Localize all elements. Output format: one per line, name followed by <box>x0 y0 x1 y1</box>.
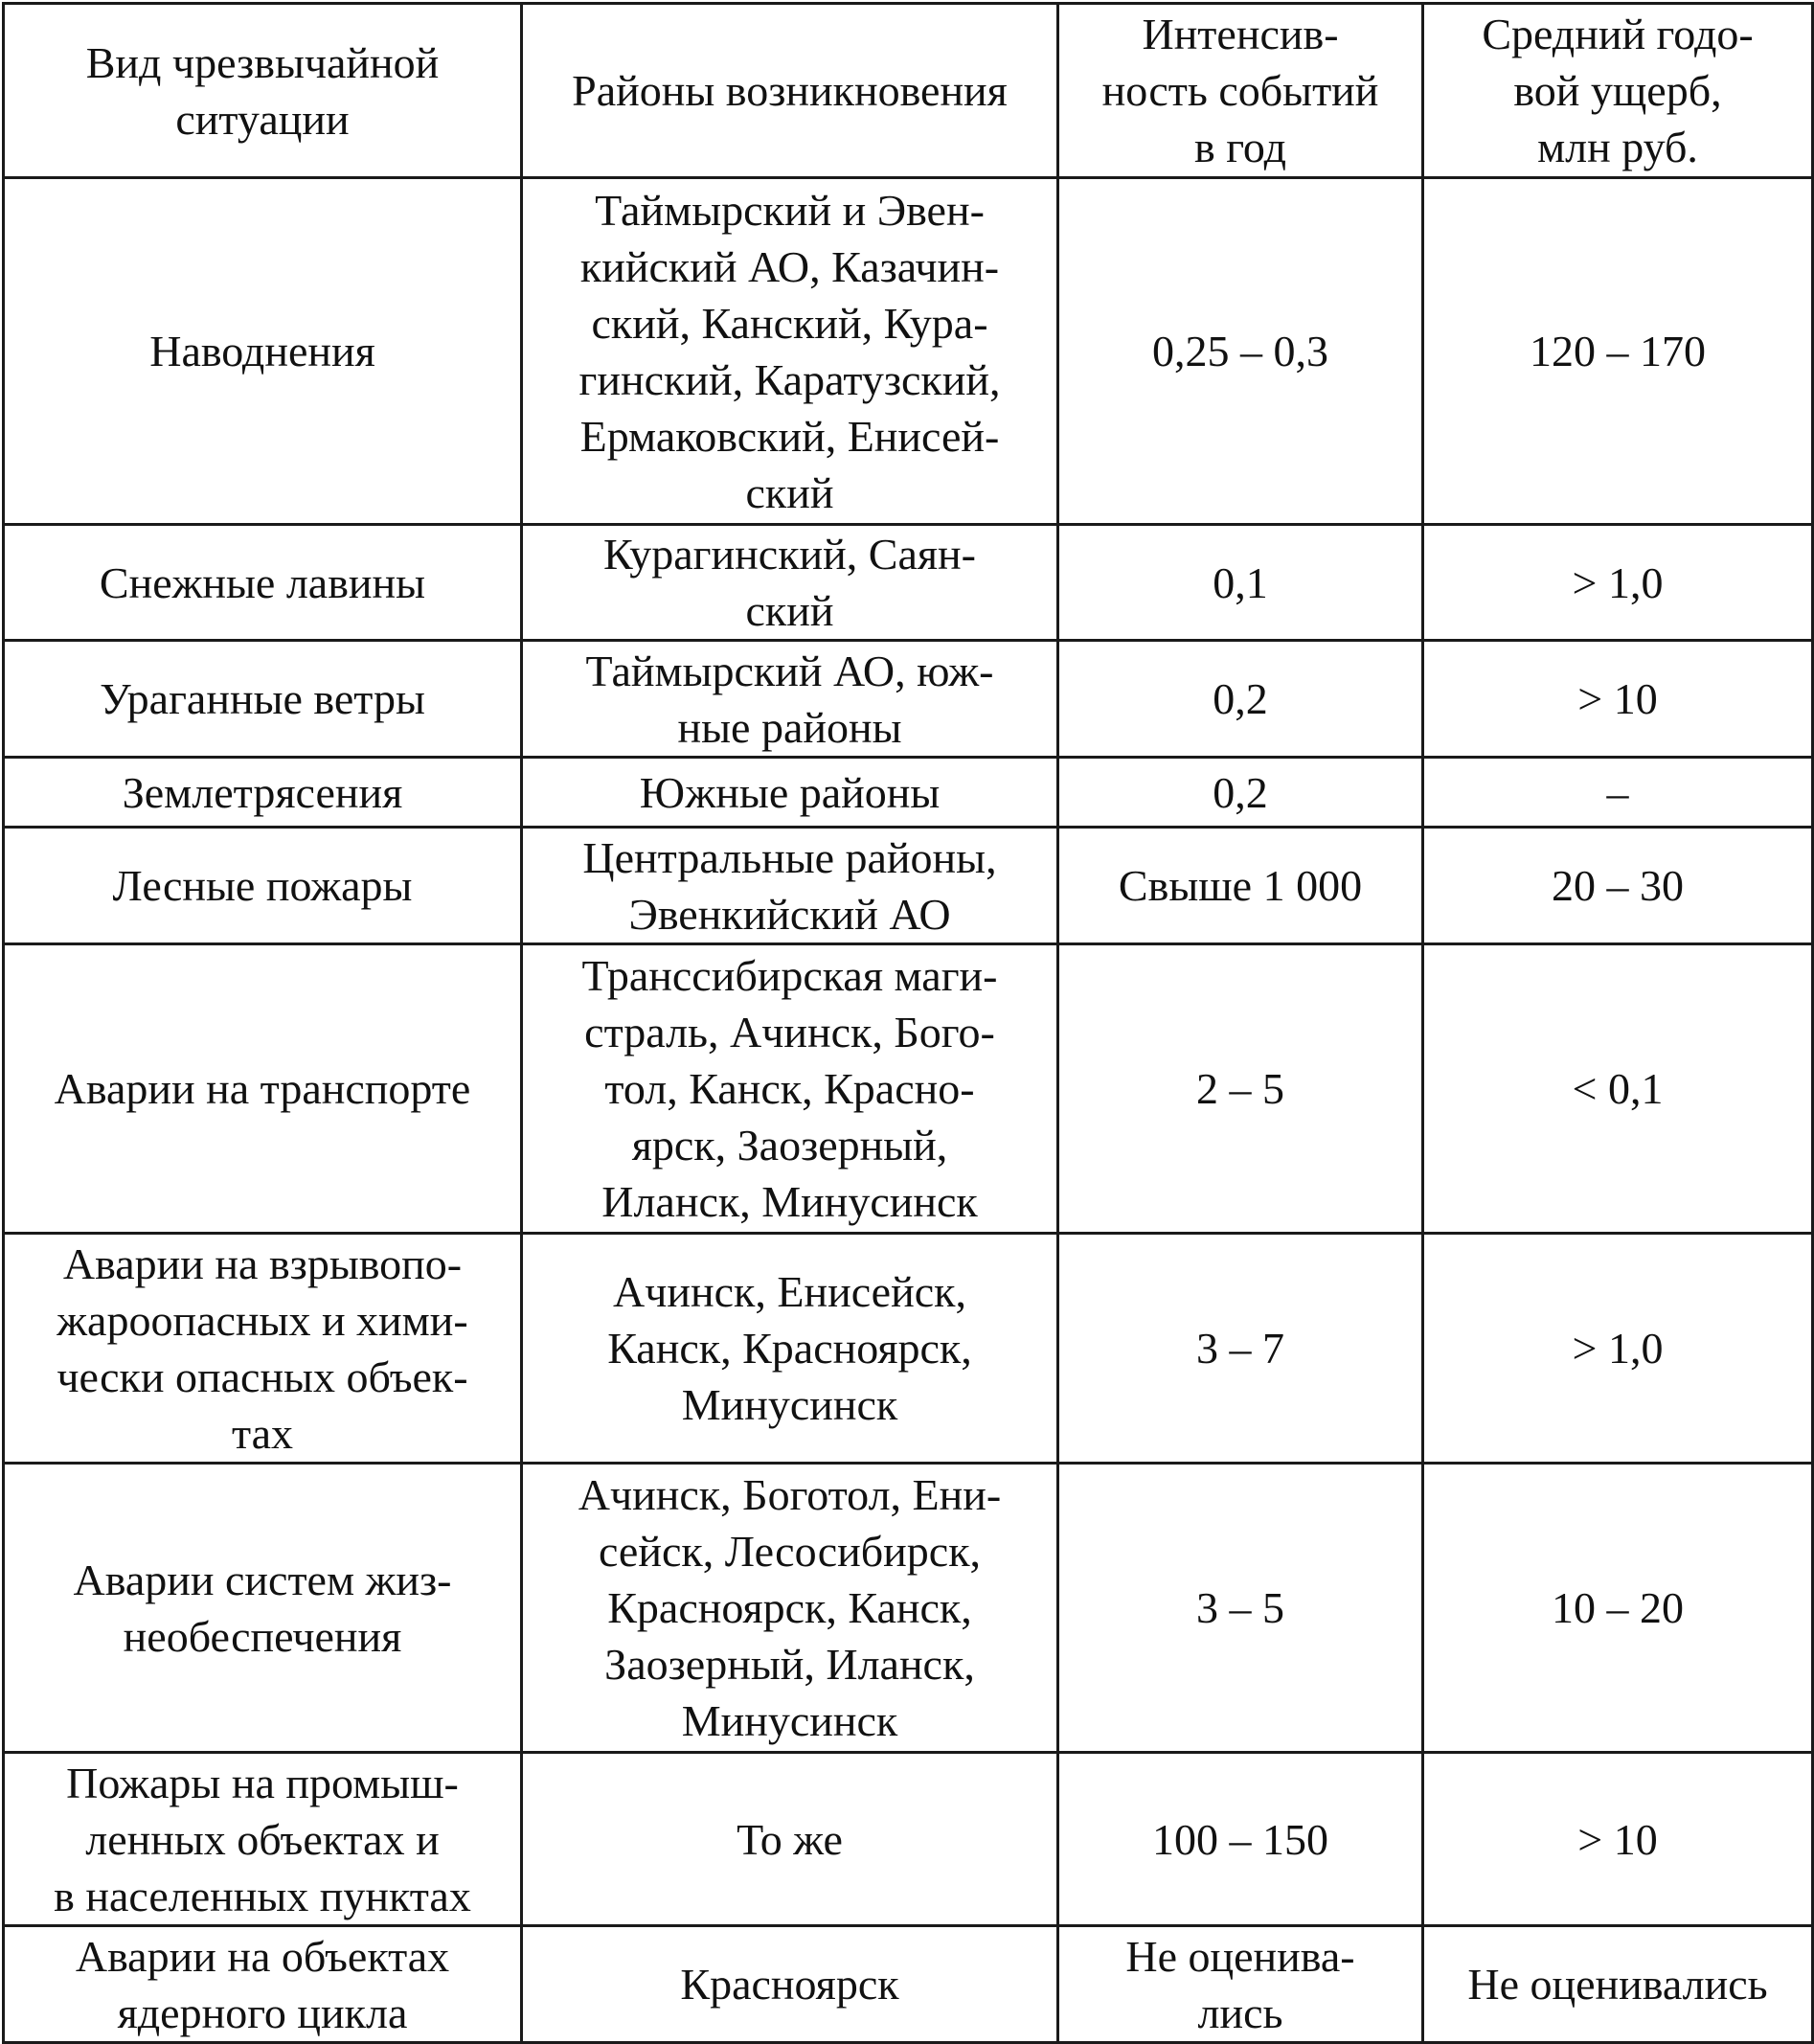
cell-emergency-type: Пожары на промыш- ленных объектах и в населенных пунктах <box>4 1753 522 1926</box>
cell-damage: Не оценивались <box>1423 1926 1813 2043</box>
cell-damage: > 10 <box>1423 1753 1813 1926</box>
cell-regions: Таймырский АО, юж- ные районы <box>522 641 1058 758</box>
cell-intensity: 3 – 5 <box>1058 1464 1423 1753</box>
header-intensity: Интенсив- ность событий в год <box>1058 4 1423 178</box>
header-emergency-type: Вид чрезвычайной ситуации <box>4 4 522 178</box>
table-row <box>4 828 1813 944</box>
cell-regions: Ачинск, Боготол, Ени- сейск, Лесосибирск, Красноярск, Канск, Заозерный, Иланск, Минусинск <box>522 1464 1058 1753</box>
cell-intensity: Свыше 1 000 <box>1058 828 1423 944</box>
header-row <box>4 4 1813 178</box>
table-row <box>4 641 1813 758</box>
cell-damage: – <box>1423 758 1813 828</box>
cell-damage: 120 – 170 <box>1423 178 1813 525</box>
cell-intensity: 2 – 5 <box>1058 944 1423 1234</box>
cell-regions: Транссибирская маги- страль, Ачинск, Бого- тол, Канск, Красно- ярск, Заозерный, Иланск, Минусинск <box>522 944 1058 1234</box>
cell-emergency-type: Снежные лавины <box>4 525 522 641</box>
cell-damage: 20 – 30 <box>1423 828 1813 944</box>
cell-damage: > 1,0 <box>1423 525 1813 641</box>
cell-emergency-type: Аварии систем жиз- необеспечения <box>4 1464 522 1753</box>
cell-regions: Центральные районы, Эвенкийский АО <box>522 828 1058 944</box>
table-row <box>4 1234 1813 1464</box>
cell-damage: 10 – 20 <box>1423 1464 1813 1753</box>
cell-damage: > 1,0 <box>1423 1234 1813 1464</box>
cell-intensity: 0,25 – 0,3 <box>1058 178 1423 525</box>
table-row <box>4 1926 1813 2043</box>
cell-emergency-type: Ураганные ветры <box>4 641 522 758</box>
cell-emergency-type: Аварии на взрывопо- жароопасных и хими- чески опасных объек- тах <box>4 1234 522 1464</box>
cell-emergency-type: Аварии на объектах ядерного цикла <box>4 1926 522 2043</box>
header-regions: Районы возникновения <box>522 4 1058 178</box>
cell-damage: < 0,1 <box>1423 944 1813 1234</box>
table-row <box>4 758 1813 828</box>
table-row <box>4 525 1813 641</box>
table-row <box>4 1753 1813 1926</box>
cell-regions: Красноярск <box>522 1926 1058 2043</box>
cell-emergency-type: Лесные пожары <box>4 828 522 944</box>
cell-intensity: Не оценива- лись <box>1058 1926 1423 2043</box>
cell-regions: Курагинский, Саян- ский <box>522 525 1058 641</box>
cell-intensity: 0,2 <box>1058 758 1423 828</box>
emergency-situations-table <box>2 2 1814 2044</box>
table-row <box>4 944 1813 1234</box>
cell-regions: То же <box>522 1753 1058 1926</box>
cell-regions: Ачинск, Енисейск, Канск, Красноярск, Минусинск <box>522 1234 1058 1464</box>
table-row <box>4 1464 1813 1753</box>
cell-intensity: 0,1 <box>1058 525 1423 641</box>
cell-damage: > 10 <box>1423 641 1813 758</box>
cell-emergency-type: Аварии на транспорте <box>4 944 522 1234</box>
cell-intensity: 3 – 7 <box>1058 1234 1423 1464</box>
cell-emergency-type: Наводнения <box>4 178 522 525</box>
cell-regions: Южные районы <box>522 758 1058 828</box>
cell-regions: Таймырский и Эвен- кийский АО, Казачин- ский, Канский, Кура- гинский, Каратузский, Ермаковский, Енисей- ский <box>522 178 1058 525</box>
header-annual-damage: Средний годо- вой ущерб, млн руб. <box>1423 4 1813 178</box>
cell-intensity: 100 – 150 <box>1058 1753 1423 1926</box>
table-row <box>4 178 1813 525</box>
cell-emergency-type: Землетрясения <box>4 758 522 828</box>
cell-intensity: 0,2 <box>1058 641 1423 758</box>
